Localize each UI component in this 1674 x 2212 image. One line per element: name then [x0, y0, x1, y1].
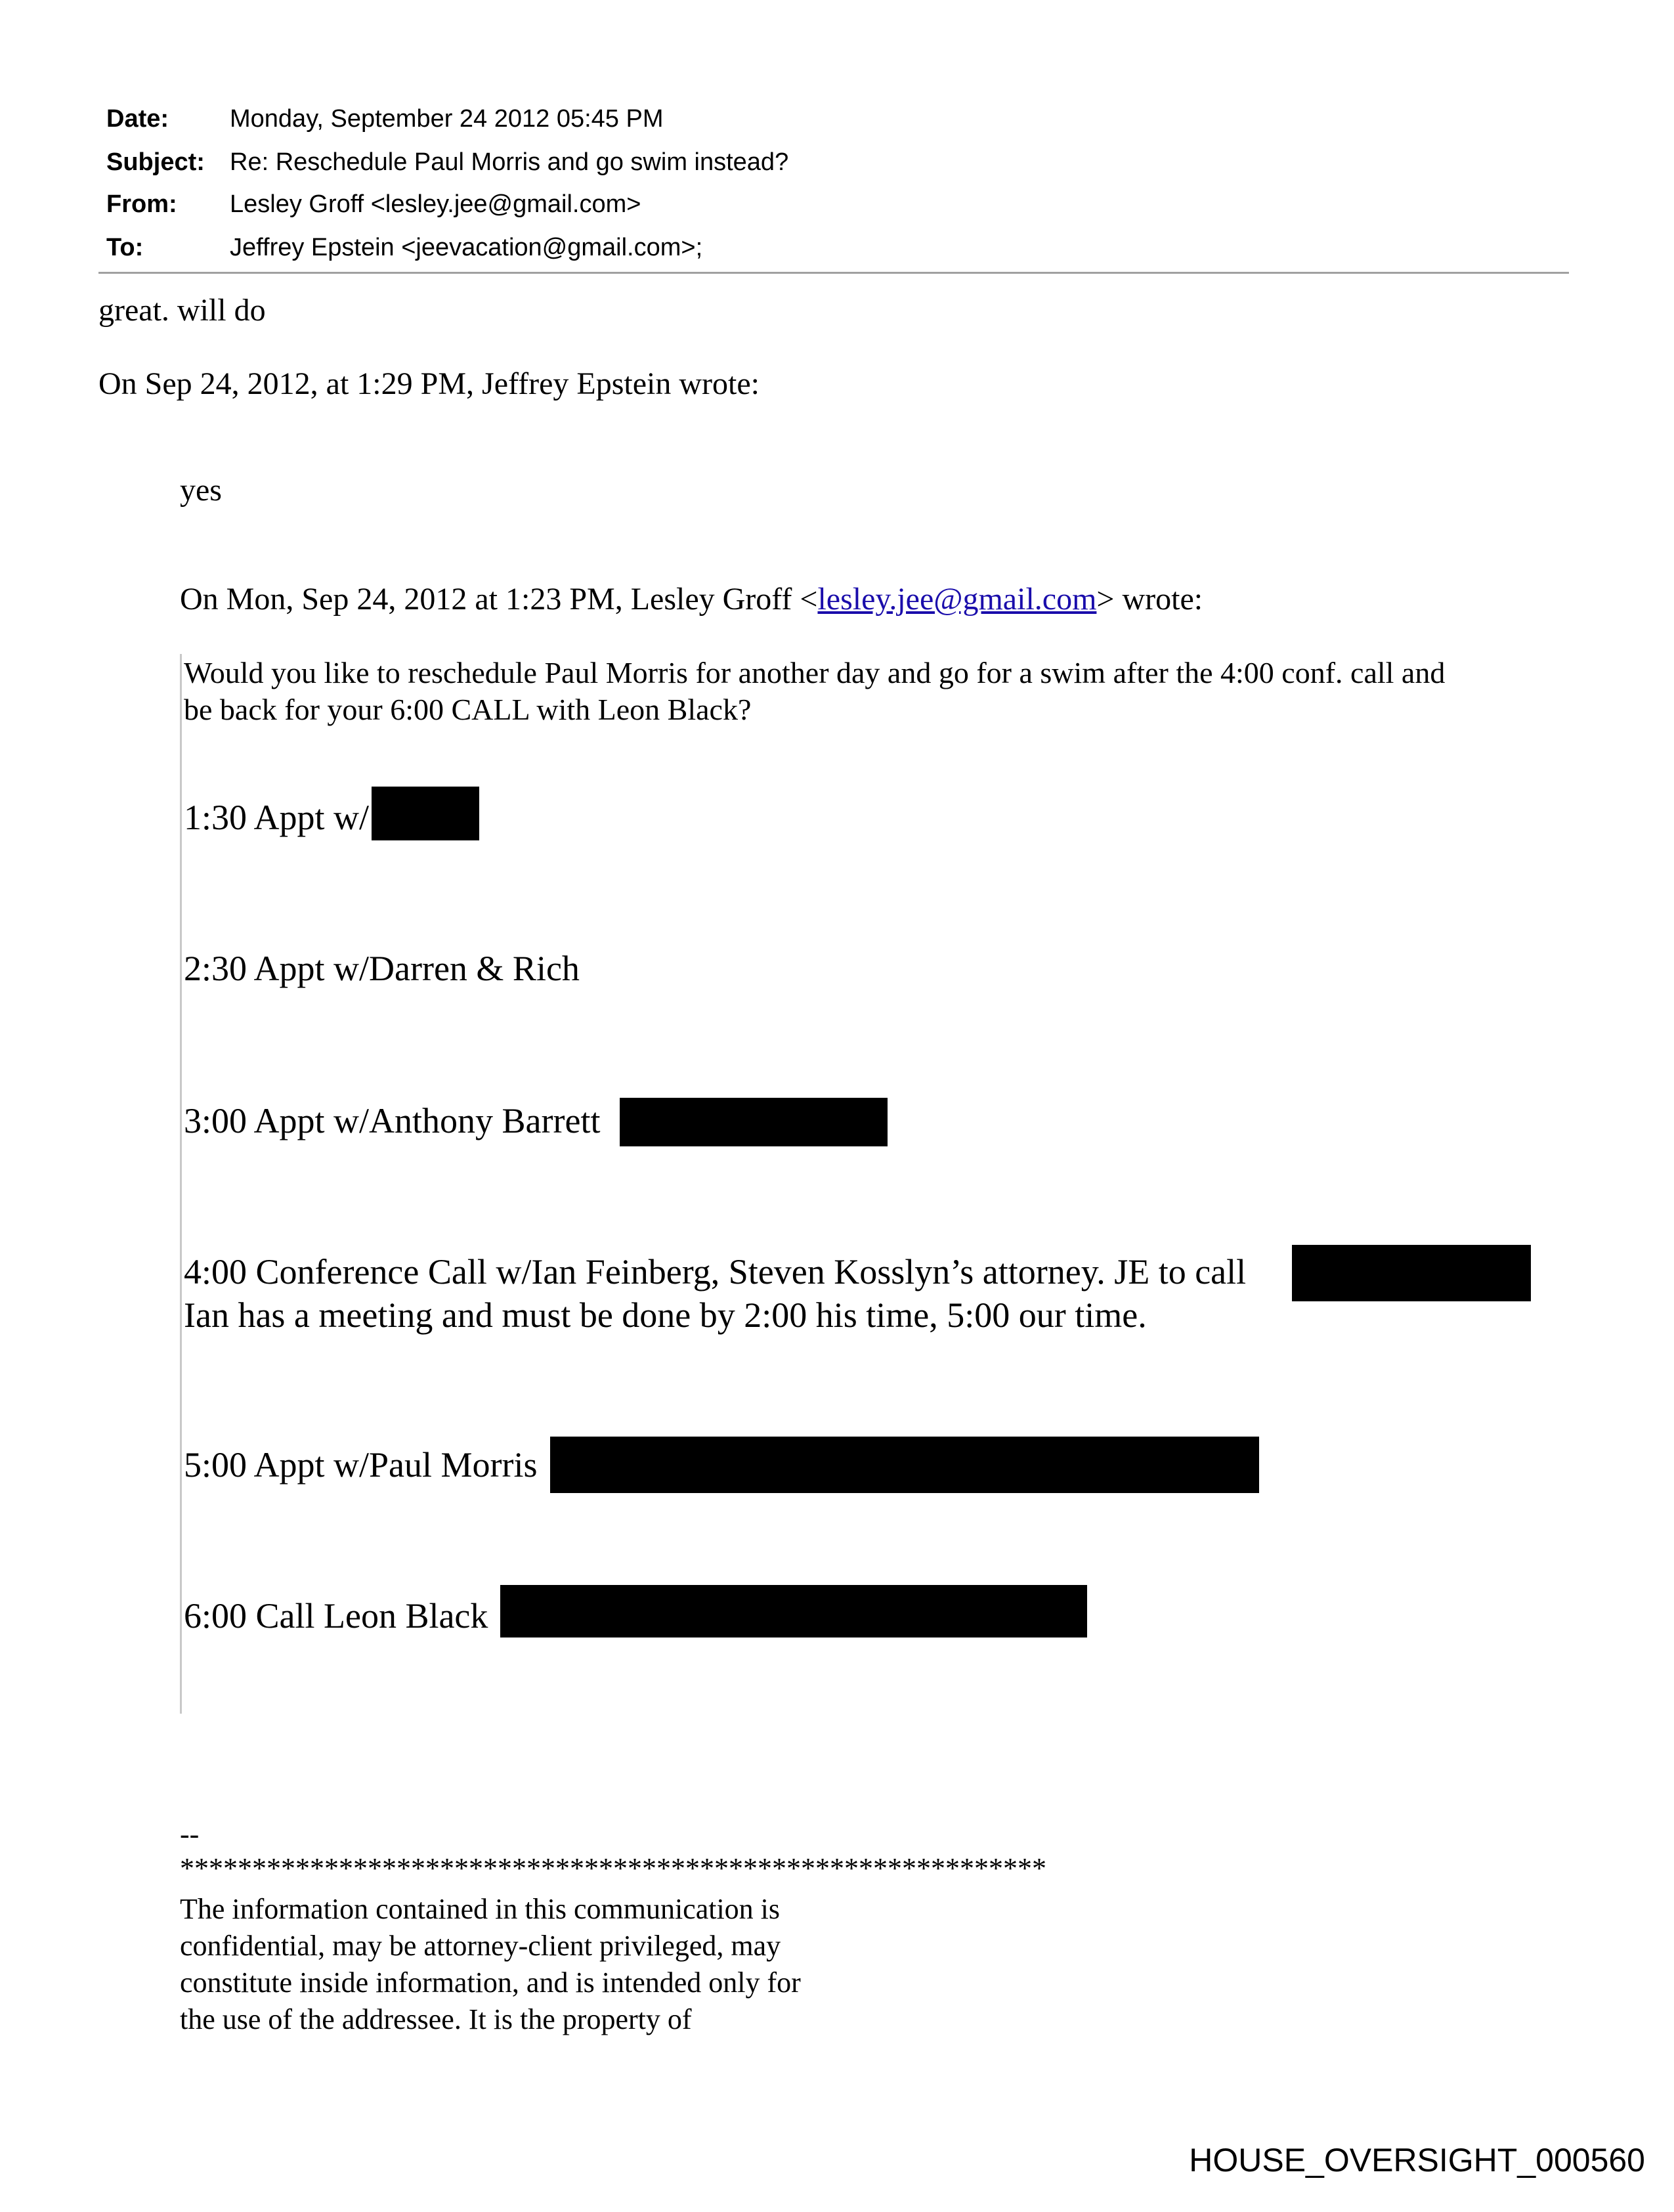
quote-bar	[180, 654, 182, 1714]
schedule-item-6: 6:00 Call Leon Black	[184, 1596, 488, 1636]
date-value: Monday, September 24 2012 05:45 PM	[230, 105, 664, 133]
attribution-2	[180, 580, 1203, 618]
email-link[interactable]: lesley.jee@gmail.com	[817, 582, 1097, 617]
schedule-item-5: 5:00 Appt w/Paul Morris	[184, 1445, 538, 1485]
subject-value: Re: Reschedule Paul Morris and go swim instead?	[230, 148, 789, 176]
to-label: To:	[106, 234, 144, 261]
reply-text: great. will do	[98, 293, 266, 328]
from-value: Lesley Groff <lesley.jee@gmail.com>	[230, 190, 641, 218]
subject-label: Subject:	[106, 148, 205, 176]
disclaimer-line-3: constitute inside information, and is intended only for	[180, 1966, 801, 1999]
date-label: Date:	[106, 105, 169, 133]
from-label: From:	[106, 190, 177, 218]
question-line-1: Would you like to reschedule Paul Morris for another day and go for a swim after the 4:00 conf. call and	[184, 656, 1446, 689]
bates-number: HOUSE_OVERSIGHT_000560	[1189, 2142, 1645, 2179]
schedule-item-4-note: Ian has a meeting and must be done by 2:00 his time, 5:00 our time.	[184, 1295, 1147, 1335]
disclaimer-line-4: the use of the addressee. It is the property of	[180, 2003, 692, 2035]
signature-dashes: --	[180, 1818, 200, 1850]
signature-stars: ************************************************************	[180, 1852, 1046, 1884]
redaction-box	[1292, 1245, 1531, 1301]
attribution-2-suffix: > wrote:	[1096, 582, 1203, 617]
to-value: Jeffrey Epstein <jeevacation@gmail.com>;	[230, 234, 703, 261]
redaction-box	[550, 1437, 1259, 1493]
header-divider	[98, 272, 1569, 274]
schedule-item-3: 3:00 Appt w/Anthony Barrett	[184, 1101, 601, 1140]
schedule-item-2: 2:30 Appt w/Darren & Rich	[184, 949, 580, 988]
attribution-2-prefix: On Mon, Sep 24, 2012 at 1:23 PM, Lesley Groff <	[180, 582, 818, 617]
disclaimer-line-1: The information contained in this communication is	[180, 1893, 781, 1925]
schedule-item-4: 4:00 Conference Call w/Ian Feinberg, Steven Kosslyn’s attorney. JE to call	[184, 1252, 1247, 1291]
attribution-1: On Sep 24, 2012, at 1:29 PM, Jeffrey Epstein wrote:	[98, 366, 760, 401]
redaction-box	[372, 787, 479, 840]
schedule-item-1: 1:30 Appt w/	[184, 798, 370, 837]
redaction-box	[620, 1098, 888, 1146]
redaction-box	[500, 1585, 1087, 1637]
question-line-2: be back for your 6:00 CALL with Leon Black?	[184, 693, 752, 726]
reply-2-text: yes	[180, 473, 222, 508]
disclaimer-line-2: confidential, may be attorney-client privileged, may	[180, 1930, 781, 1962]
